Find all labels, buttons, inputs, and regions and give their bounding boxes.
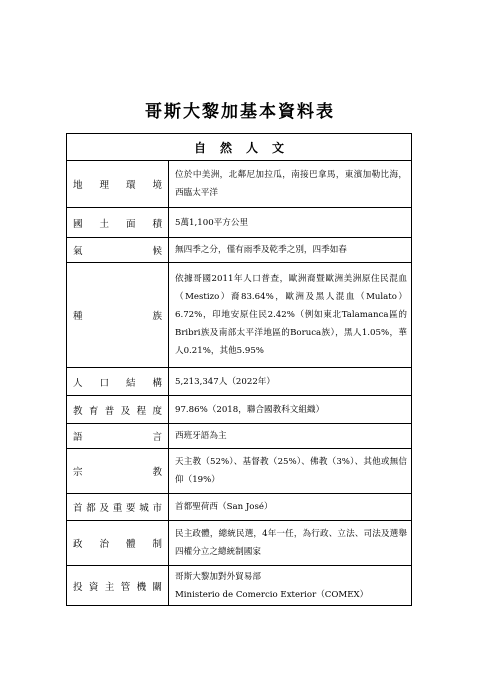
row-label-cell: [67, 494, 169, 520]
table-row: [67, 237, 411, 262]
row-value-cell: [169, 566, 411, 605]
row-label: 語言: [73, 432, 162, 443]
row-value: 民主政體，總統民選，4年一任，為行政、立法、司法及選舉四權分立之總統制國家: [175, 529, 407, 557]
table-row: [67, 262, 411, 367]
row-label-cell: [67, 566, 169, 605]
row-label-cell: [67, 161, 169, 207]
row-label: 地理環境: [73, 180, 162, 191]
row-label-cell: [67, 396, 169, 423]
table-row: [67, 160, 411, 207]
row-label-cell: [67, 238, 169, 262]
row-value-cell: [169, 424, 411, 448]
row-value: 5,213,347人（2022年）: [175, 376, 275, 387]
row-value: 依據哥國2011年人口普查，歐洲裔暨歐洲美洲原住民混血（Mestizo）裔83.64%，歐洲及黑人混血（Mulato）6.72%，印地安原住民2.42%（例如東北Talamanca區的Bribri族及南部太平洋地區的Boruca族），黑人1.05%，華人0.21%，其他5.95%: [175, 274, 407, 356]
row-value-cell: [169, 161, 411, 207]
row-value-cell: [169, 449, 411, 493]
row-label: 教育普及程度: [73, 405, 162, 417]
row-value-cell: [169, 396, 411, 423]
row-value-cell: [169, 208, 411, 237]
table-row: [67, 367, 411, 395]
row-label: 首都及重要城市: [73, 503, 162, 514]
row-value-cell: [169, 368, 411, 395]
table-row: [67, 565, 411, 605]
table-row: [67, 448, 411, 493]
table-row: [67, 395, 411, 423]
row-value-cell: [169, 238, 411, 262]
row-value: 哥斯大黎加對外貿易部 Ministerio de Comercio Exterior（COMEX）: [175, 571, 369, 600]
row-label: 宗教: [73, 467, 162, 478]
row-value-cell: [169, 494, 411, 520]
row-label-cell: [67, 521, 169, 565]
row-label: 種族: [73, 311, 162, 322]
row-value: 5萬1,100平方公里: [175, 217, 249, 228]
row-value: 首都聖荷西（San José）: [175, 502, 273, 512]
table-row: [67, 520, 411, 565]
row-value: 無四季之分，僅有雨季及乾季之別，四季如春: [175, 245, 347, 255]
row-value: 位於中美洲，北鄰尼加拉瓜，南接巴拿馬，東濱加勒比海，西臨太平洋: [175, 170, 407, 198]
row-label-cell: [67, 368, 169, 395]
row-label: 投資主管機關: [73, 581, 162, 593]
page-title: 哥斯大黎加基本資料表: [145, 102, 335, 122]
row-label: 國土面積: [73, 218, 162, 230]
row-value-cell: [169, 263, 411, 367]
row-value: 西班牙語為主: [175, 431, 227, 441]
basic-info-table: [66, 133, 412, 606]
row-label-cell: [67, 208, 169, 237]
table-row: [67, 493, 411, 520]
row-value: 天主教（52%）、基督教（25%）、佛教（3%）、其他或無信仰（19%）: [175, 457, 407, 485]
row-label-cell: [67, 263, 169, 367]
row-value-cell: [169, 521, 411, 565]
table-row: [67, 423, 411, 448]
table-row: [67, 207, 411, 237]
row-label: 政治體制: [73, 539, 162, 550]
row-label: 人口結構: [73, 377, 162, 389]
row-label-cell: [67, 424, 169, 448]
section-heading: 自然人文: [193, 140, 298, 155]
row-label: 氣候: [73, 246, 162, 257]
row-label-cell: [67, 449, 169, 493]
row-value: 97.86%（2018，聯合國教科文組織）: [175, 404, 325, 415]
